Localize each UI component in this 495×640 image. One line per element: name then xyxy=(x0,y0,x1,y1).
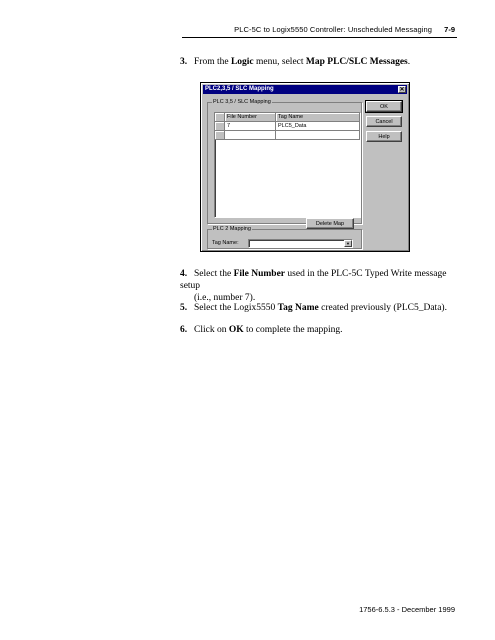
step-6: 6. Click on OK to complete the mapping. xyxy=(180,325,343,335)
page-number: 7-9 xyxy=(444,25,455,34)
file-number-cell[interactable] xyxy=(225,131,276,140)
grid-corner xyxy=(215,113,225,122)
dialog-titlebar xyxy=(203,85,407,94)
tag-name-cell[interactable] xyxy=(276,131,360,140)
delete-map-button[interactable]: Delete Map xyxy=(306,218,354,229)
running-header xyxy=(234,25,455,34)
ok-button[interactable]: OK xyxy=(366,101,402,112)
cancel-button[interactable]: Cancel xyxy=(366,116,402,127)
tag-name-cell[interactable]: PLC5_Data xyxy=(276,122,360,131)
row-selector[interactable] xyxy=(215,122,225,131)
header-title: PLC-5C to Logix5550 Controller: Unscheduled Messaging xyxy=(234,25,433,34)
mapping-dialog xyxy=(200,82,410,252)
row-selector[interactable] xyxy=(215,131,225,140)
chevron-down-icon[interactable]: ▼ xyxy=(344,240,352,247)
plc35-slc-group xyxy=(207,99,362,227)
footer: 1756-6.5.3 - December 1999 xyxy=(359,605,455,614)
dialog-title: PLC2,3,5 / SLC Mapping xyxy=(205,86,274,92)
column-header-file-number[interactable]: File Number xyxy=(225,113,276,122)
plc2-group-label: PLC 2 Mapping xyxy=(213,226,251,232)
close-icon[interactable]: ✕ xyxy=(399,87,405,93)
plc35-slc-group-label: PLC 3,5 / SLC Mapping xyxy=(213,99,271,105)
table-row[interactable] xyxy=(215,131,360,140)
tag-name-combo[interactable] xyxy=(248,239,353,248)
step-4: 4. Select the File Number used in the PLC-5C Typed Write message setup (i.e., number 7). xyxy=(180,269,447,303)
table-row[interactable] xyxy=(215,122,360,131)
step-5: 5. Select the Logix5550 Tag Name created previously (PLC5_Data). xyxy=(180,303,447,313)
file-number-cell[interactable]: 7 xyxy=(225,122,276,131)
step-3: 3. From the Logic menu, select Map PLC/SLC Messages. xyxy=(180,57,411,67)
tag-name-label: Tag Name: xyxy=(212,240,239,246)
help-button[interactable]: Help xyxy=(366,131,402,142)
plc2-group xyxy=(207,226,362,249)
column-header-tag-name[interactable]: Tag Name xyxy=(276,113,360,122)
header-rule xyxy=(182,37,457,38)
grid-header-row xyxy=(215,113,360,122)
mapping-grid xyxy=(214,112,361,218)
